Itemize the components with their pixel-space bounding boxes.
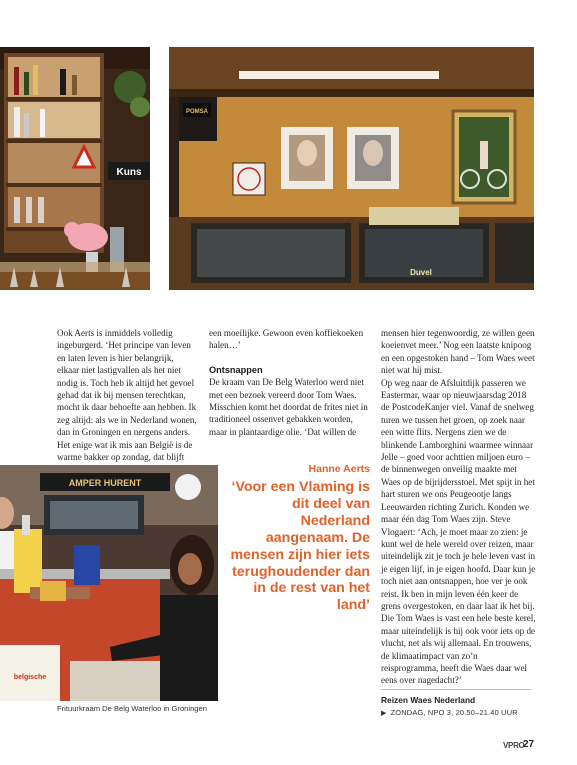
article-paragraph: De kraam van De Belg Waterloo werd niet met een bezoek vereerd door Tom Waes. Misschien komt het doordat de frites niet in traditioneel ossenvet gebakken worden, maar in plantaardige olie. ‘Dat willen de	[209, 377, 368, 437]
article-column-2	[209, 327, 369, 438]
program-title: Reizen Waes Nederland	[381, 695, 476, 705]
pomsa-sign-text: POMSA	[185, 109, 209, 115]
kunst-sign-text: Kuns	[116, 167, 142, 178]
program-schedule-text: ZONDAG, NPO 3, 20.50–21.40 UUR	[390, 708, 518, 717]
bar-shelves-photo	[0, 47, 150, 290]
photo-caption: Frituurkraam De Belg Waterloo in Groningen	[57, 704, 207, 713]
program-schedule	[381, 708, 531, 717]
kiosk-sign-text: AMPER HURENT	[68, 478, 142, 488]
fries-kiosk-photo	[0, 465, 218, 701]
duvel-sign-text: Duvel	[410, 268, 432, 277]
quote-author: Hanne Aerts	[308, 463, 370, 475]
article-column-1	[57, 327, 197, 463]
vpro-logo: VPRO	[503, 741, 525, 750]
quote-text: ‘Voor een Vlaming is dit deel van Nederland aangenaam. De mensen zijn hier iets terughoudender dan in de rest van het land’	[230, 479, 370, 614]
hall-portraits-photo	[169, 47, 534, 290]
cup-text: belgische	[13, 674, 47, 681]
article-column-3	[381, 327, 536, 687]
article-paragraph: een moeilijke. Gewoon even koffiekoeken halen…’	[209, 328, 364, 351]
article-paragraph: Ook Aerts is inmiddels volledig ingeburgerd. ‘Het principe van leven en laten leven is hier belangrijk, elkaar niet lastigvallen als het niet nodig is. Toch heb ik altijd het gevoel gehad dat ik bij mensen terechtkan, mocht ik daar behoefte aan hebben. Ik zeg altijd: als we in Nederland wonen, dan in Groningen en nergens anders. Het enige wat ik mis aan België is de warme bakker op zondag, dat blijft	[57, 328, 197, 463]
program-info-box	[381, 689, 531, 717]
pull-quote	[224, 463, 370, 614]
section-subhead: Ontsnappen	[209, 364, 263, 375]
article-paragraph: Op weg naar de Afsluitdijk passeren we Eastermar, waar op nieuwjaarsdag 2018 de PostcodeKanjer viel. Vanaf de snelweg turen we tussen het groen, op zoek naar een witte flits. Nergens zien we de blinkende Lamborghini waarmee winnaar Jelle – goed voor achttien miljoen euro – de binnenwegen onveilig maakte met Waes op de bijrijdersstoel. Met spijt in het hart sturen we ons Peugeootje langs Leeuwarden richting Zurich. Konden we maar één dag Tom Waes zijn. Steve Vlogaert: ‘Ach, je moet maar zo zien: je kunt wel de hele wereld over reizen, maar uiteindelijk zit je toch je hele leven vast in je eigen lijf, in je eigen hoofd. Daar kun je toch niet aan ontsnappen, hoe ver je ook reist. Ik ben in mijn leven één keer de grens overgestoken, en daar laat ik het bij. Die Tom Waes is vast een hele beste kerel, maar uiteindelijk is hij ook voor iets op de vlucht, net als wij allemaal. En trouwens, de klimaatimpact van zo’n reisprogramma, heeft die Waes daar wel eens over nagedacht?’	[381, 377, 536, 686]
article-paragraph: mensen hier tegenwoordig, ze willen geen koeienvet meer.’ Nog een laatste knipoog en een opgestoken hand – Tom Waes weet niet wat hij mist.	[381, 328, 535, 376]
play-arrow-icon: ▶	[381, 710, 387, 717]
page-number: 27	[523, 739, 535, 750]
